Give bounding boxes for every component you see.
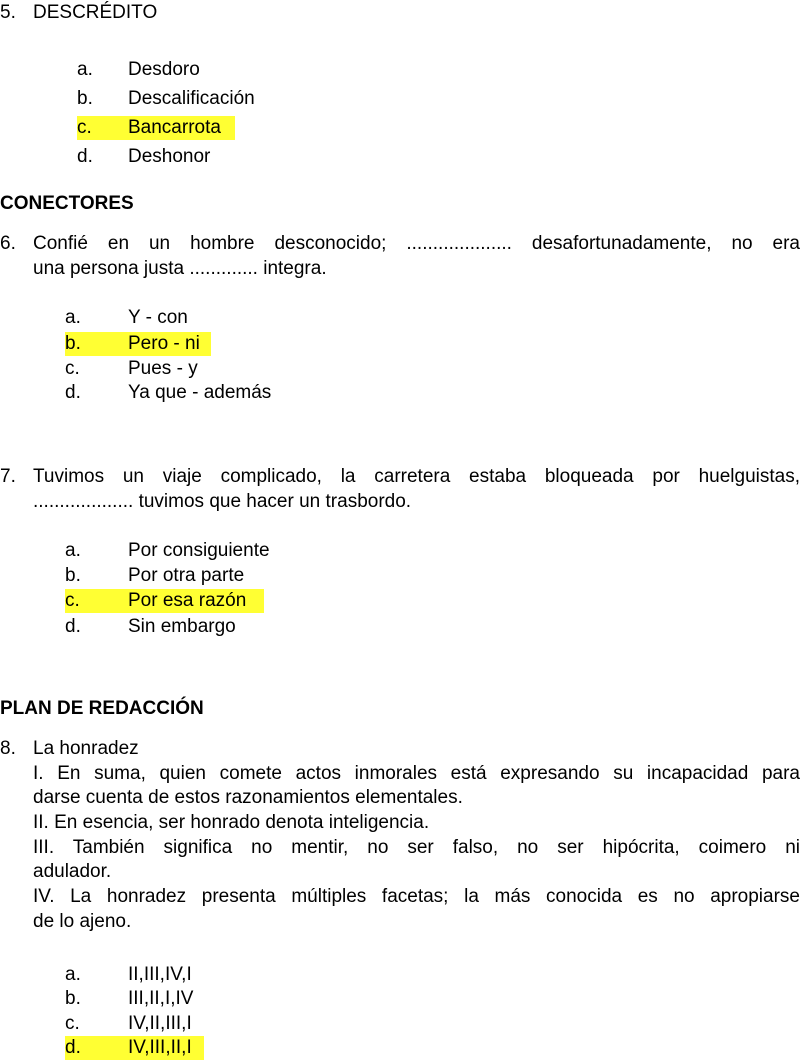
option-text: Y - con	[128, 307, 188, 328]
statement-i-line-2: darse cuenta de estos razonamientos elementales.	[33, 787, 463, 808]
section-heading-plan-de-redaccion: PLAN DE REDACCIÓN	[0, 698, 204, 719]
q7-option-c-highlighted	[65, 589, 264, 613]
option-letter: a.	[77, 59, 93, 80]
option-letter: a.	[65, 964, 81, 985]
option-text: III,II,I,IV	[128, 988, 194, 1009]
option-letter: b.	[77, 88, 93, 109]
question-7-line-1: Tuvimos un viaje complicado, la carretera estaba bloqueada por huelguistas,	[33, 466, 800, 487]
section-heading-conectores: CONECTORES	[0, 193, 134, 214]
statement-i-line-1: I. En suma, quien comete actos inmorales está expresando su incapacidad para	[33, 763, 800, 784]
option-letter: b.	[65, 565, 81, 586]
option-letter: d.	[65, 1037, 81, 1058]
q8-option-a	[65, 963, 265, 987]
statement-iii-line-1: III. También significa no mentir, no ser falso, no ser hipócrita, coimero ni	[33, 837, 800, 858]
question-6-number: 6.	[0, 233, 16, 254]
option-letter: c.	[65, 590, 80, 611]
statement-iii-line-2: adulador.	[33, 861, 112, 882]
question-8-title: La honradez	[33, 738, 139, 759]
q6-option-a	[65, 306, 265, 330]
option-text: IV,III,II,I	[128, 1037, 192, 1058]
statement-iv-line-2: de lo ajeno.	[33, 911, 132, 932]
q7-option-d	[65, 615, 325, 639]
option-text: Descalificación	[128, 88, 255, 109]
option-text: II,III,IV,I	[128, 964, 192, 985]
question-7-number: 7.	[0, 466, 16, 487]
option-text: IV,II,III,I	[128, 1013, 192, 1034]
q5-option-c-highlighted	[77, 116, 235, 140]
q6-option-c	[65, 357, 265, 381]
option-letter: b.	[65, 988, 81, 1009]
option-text: Por otra parte	[128, 565, 245, 586]
option-text: Por consiguiente	[128, 540, 270, 561]
q5-option-d	[77, 145, 237, 169]
q5-option-a	[77, 58, 237, 82]
option-text: Por esa razón	[128, 590, 247, 611]
option-text: Ya que - además	[128, 382, 272, 403]
q5-option-b	[77, 87, 277, 111]
q6-option-d	[65, 381, 325, 405]
q7-option-b	[65, 564, 325, 588]
question-6-line-2: una persona justa ............. integra.	[33, 258, 327, 279]
option-letter: d.	[65, 382, 81, 403]
question-5-title: DESCRÉDITO	[33, 2, 158, 23]
option-letter: b.	[65, 333, 81, 354]
question-5-number: 5.	[0, 2, 16, 23]
option-letter: c.	[65, 358, 80, 379]
question-8-number: 8.	[0, 738, 16, 759]
option-text: Bancarrota	[128, 117, 221, 138]
q8-option-d-highlighted	[65, 1036, 204, 1060]
option-text: Pero - ni	[128, 333, 200, 354]
option-letter: a.	[65, 540, 81, 561]
option-text: Desdoro	[128, 59, 200, 80]
question-6-line-1: Confié en un hombre desconocido; .................... desafortunadamente, no era	[33, 233, 800, 254]
option-text: Pues - y	[128, 358, 198, 379]
option-letter: a.	[65, 307, 81, 328]
option-letter: d.	[77, 146, 93, 167]
option-letter: c.	[77, 117, 92, 138]
q6-option-b-highlighted	[65, 332, 211, 356]
q8-option-c	[65, 1012, 265, 1036]
statement-ii: II. En esencia, ser honrado denota inteligencia.	[33, 812, 430, 833]
statement-iv-line-1: IV. La honradez presenta múltiples facetas; la más conocida es no apropiarse	[33, 886, 800, 907]
question-7-line-2: ................... tuvimos que hacer un trasbordo.	[33, 491, 412, 512]
q7-option-a	[65, 539, 325, 563]
q8-option-b	[65, 987, 265, 1011]
option-letter: c.	[65, 1013, 80, 1034]
option-letter: d.	[65, 616, 81, 637]
option-text: Sin embargo	[128, 616, 236, 637]
option-text: Deshonor	[128, 146, 211, 167]
